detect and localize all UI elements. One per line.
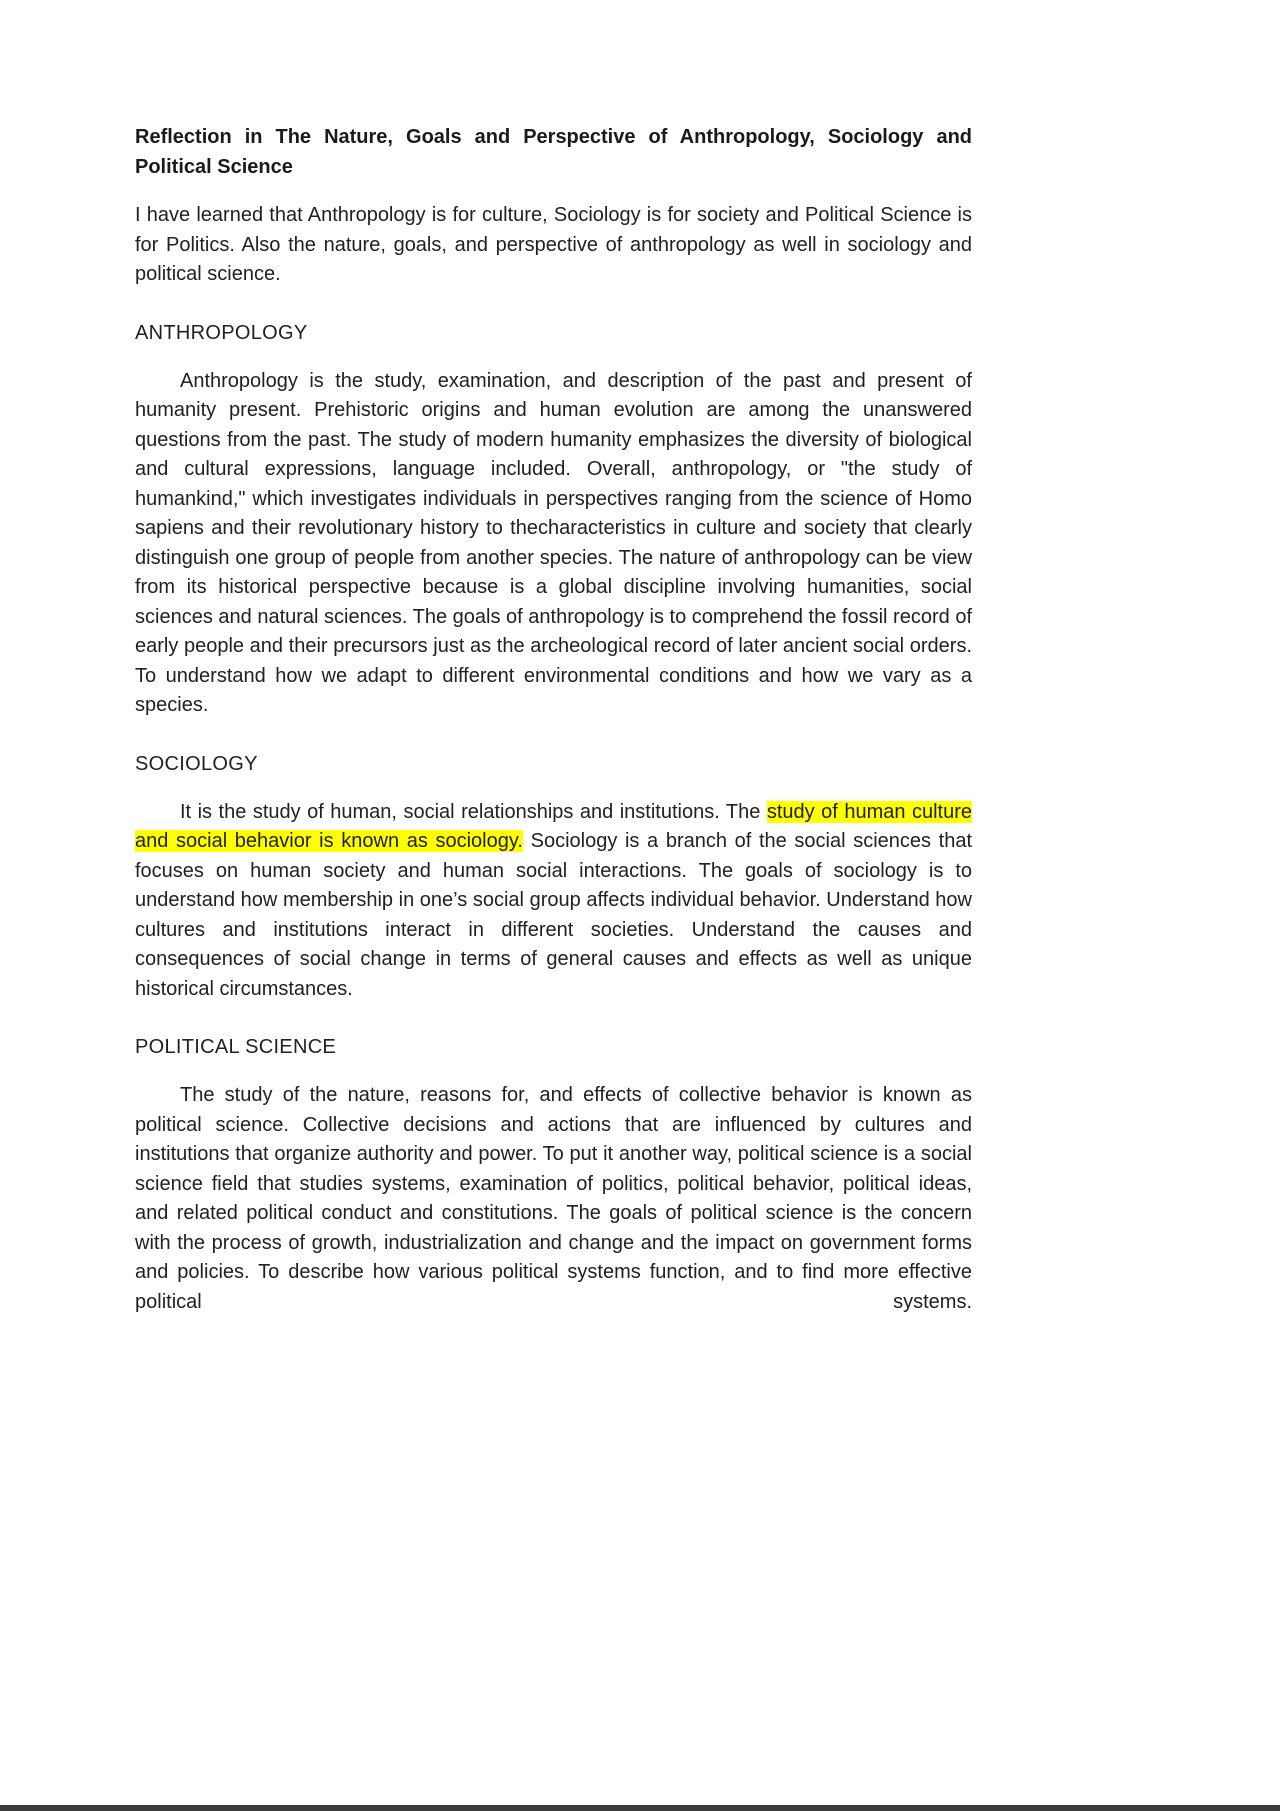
sociology-text-pre: It is the study of human, social relationships and institutions. The	[180, 800, 767, 823]
sociology-paragraph	[135, 798, 972, 1005]
anthropology-paragraph: Anthropology is the study, examination, and description of the past and present of humanity present. Prehistoric origins and human evolution are among the unanswered questions from the past. The study of modern humanity emphasizes the diversity of biological and cultural expressions, language included. Overall, anthropology, or "the study of humankind," which investigates individuals in perspectives ranging from the science of Homo sapiens and their revolutionary history to thecharacteristics in culture and society that clearly distinguish one group of people from another species. The nature of anthropology can be view from its historical perspective because is a global discipline involving humanities, social sciences and natural sciences. The goals of anthropology is to comprehend the fossil record of early people and their precursors just as the archeological record of later ancient social orders. To understand how we adapt to different environmental conditions and how we vary as a species.	[135, 369, 972, 716]
sociology-text-post: Sociology is a branch of the social sciences that focuses on human society and human social interactions. The goals of sociology is to understand how membership in one’s social group affects individual behavior. Understand how cultures and institutions interact in different societies. Understand the causes and consequences of social change in terms of general causes and effects as well as unique historical circumstances.	[135, 830, 973, 1000]
highlighted-text: study of human culture and social behavior is known as sociology.	[135, 800, 972, 852]
intro-paragraph: I have learned that Anthropology is for culture, Sociology is for society and Political Science is for Politics. Also the nature, goals, and perspective of anthropology as well in sociology and political science.	[135, 204, 972, 285]
political-science-paragraph: The study of the nature, reasons for, and effects of collective behavior is known as political science. Collective decisions and actions that are influenced by cultures and institutions that organize authority and power. To put it another way, political science is a social science field that studies systems, examination of politics, political behavior, political ideas, and related political conduct and constitutions. The goals of political science is the concern with the process of growth, industrialization and change and the impact on government forms and policies. To describe how various political systems function, and to find more effective political systems.	[135, 1084, 972, 1313]
document-title: Reflection in The Nature, Goals and Perspective of Anthropology, Sociology and Political Science	[135, 126, 972, 178]
section-heading-political-science: POLITICAL SCIENCE	[135, 1036, 337, 1058]
page-bottom-edge	[0, 1805, 1280, 1811]
section-heading-anthropology: ANTHROPOLOGY	[135, 321, 308, 344]
section-heading-sociology: SOCIOLOGY	[135, 752, 258, 775]
